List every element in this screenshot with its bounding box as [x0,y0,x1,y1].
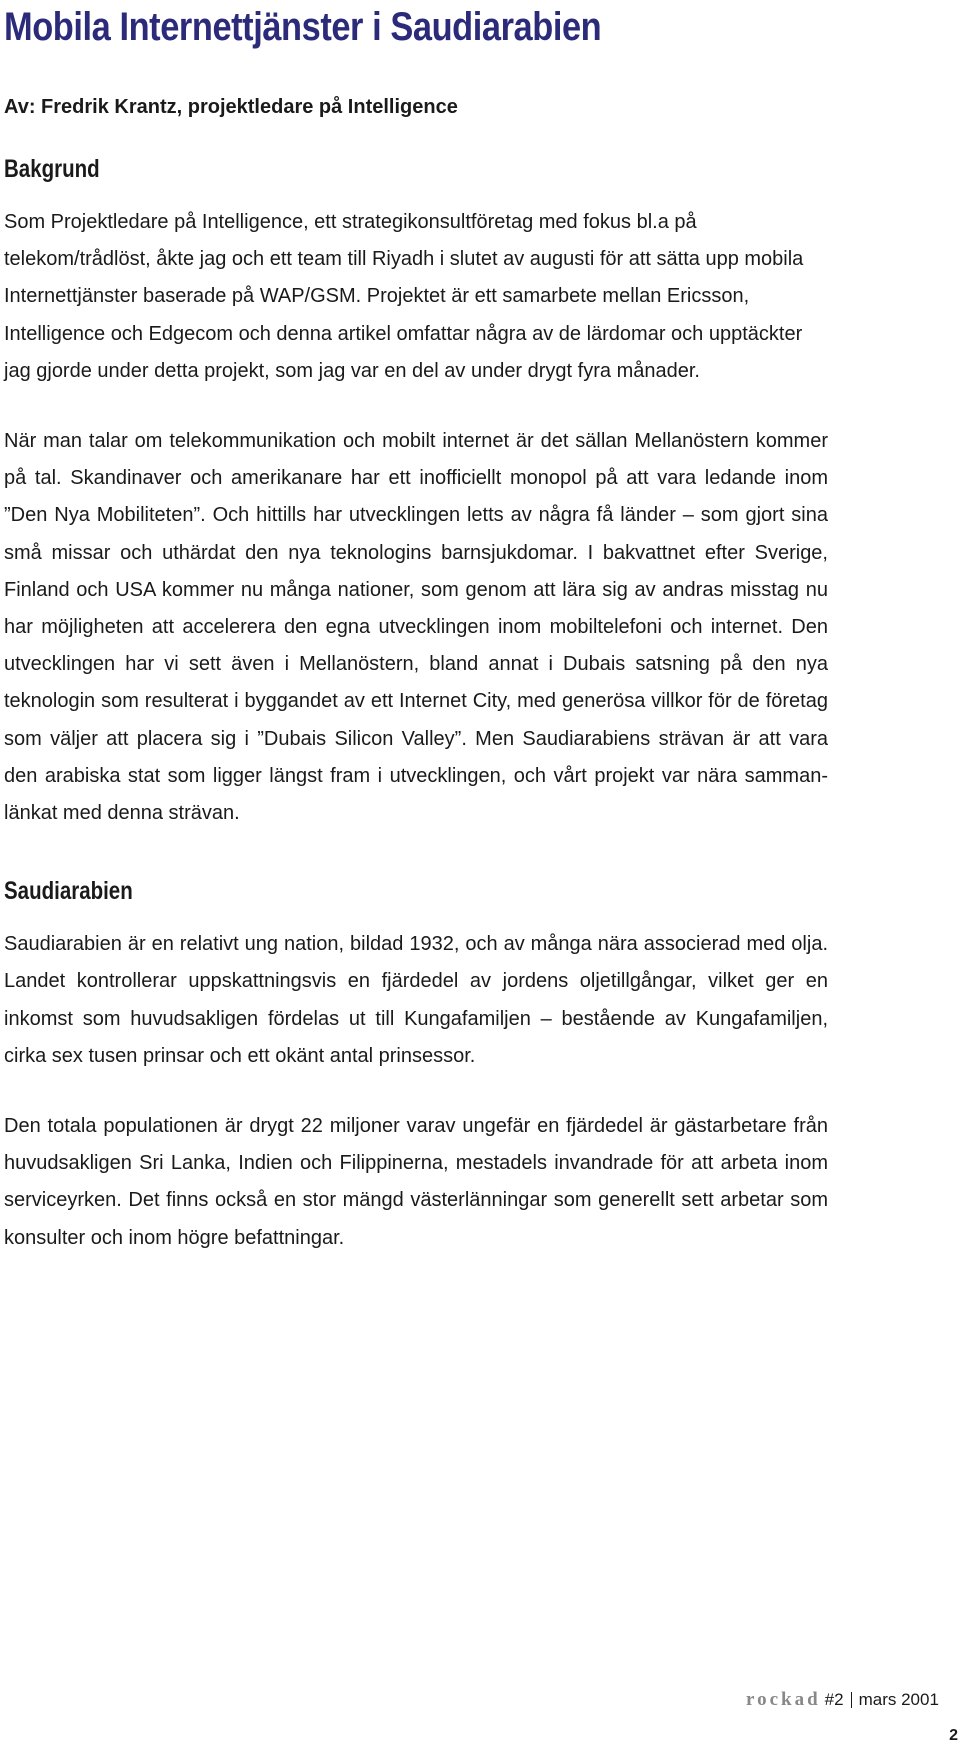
article-title: Mobila Internettjänster i Saudiarabien [4,5,602,49]
article [4,0,828,1257]
issue-date: mars 2001 [858,1690,939,1709]
footer-divider [851,1692,852,1708]
page-number: 2 [949,1727,958,1744]
section-heading-saudiarabien: Saudiarabien [4,877,133,906]
footer [746,1689,939,1711]
paragraph: När man talar om telekommunikation och mobilt internet är det sällan Mellanöstern kommer på tal. Skandinaver och amerikanare har ett inofficiellt monopol på att vara ledande inom ”Den Nya Mobiliteten”. Och hittills har utvecklingen letts av några få länder – som gjort sina små missar och uthärdat den nya teknologins barnsjukdomar. I bakvattnet efter Sverige, Finland och USA kommer nu många nationer, som genom att lära sig av andras misstag nu har möjligheten att accelerera den egna utvecklingen inom mobiltelefoni och internet. Den utvecklingen har vi sett även i Mellanöstern, bland annat i Dubais satsning på den nya teknologin som resulterat i byggandet av ett Internet City, med generösa villkor för de företag som väljer att placera sig i ”Dubais Silicon Valley”. Men Saudiarabiens strävan är att vara den arabiska stat som ligger längst fram i utvecklingen, och vårt projekt var nära sammanlänkat med denna strävan. [4,430,828,825]
section-heading-bakgrund: Bakgrund [4,155,100,183]
paragraph: Den totala populationen är drygt 22 miljoner varav ungefär en fjärdedel är gästarbetare från huvudsakligen Sri Lanka, Indien och Filippinerna, mestadels invandrade för att arbeta inom serviceyrken. Det finns också en stor mängd västerlänningar som generellt sett arbetar som konsulter och inom högre befattningar. [4,1115,828,1249]
magazine-logo: rockad [746,1689,821,1710]
issue-number: #2 [824,1690,844,1709]
paragraph: Saudiarabien är en relativt ung nation, bildad 1932, och av många nära associerad med olja. Landet kontrollerar uppskattningsvis en fjärdedel av jordens oljetillgångar, vilket ger en inkomst som huvudsakligen fördelas ut till Kungafamiljen – bestående av Kungafamiljen, cirka sex tusen prinsar och ett okänt antal prinsessor. [4,933,828,1067]
article-byline: Av: Fredrik Krantz, projektledare på Intelligence [4,96,458,118]
paragraph: Som Projektledare på Intelligence, ett strategikonsultföretag med fokus bl.a på telekom/trådlöst, åkte jag och ett team till Riyadh i slutet av augusti för att sätta upp mobila Internettjänster baserade på WAP/GSM. Projektet är ett samarbete mellan Ericsson, Intelligence och Edgecom och denna artikel omfattar några av de lärdomar och upptäckter jag gjorde under detta projekt, som jag var en del av under drygt fyra månader. [4,211,804,382]
